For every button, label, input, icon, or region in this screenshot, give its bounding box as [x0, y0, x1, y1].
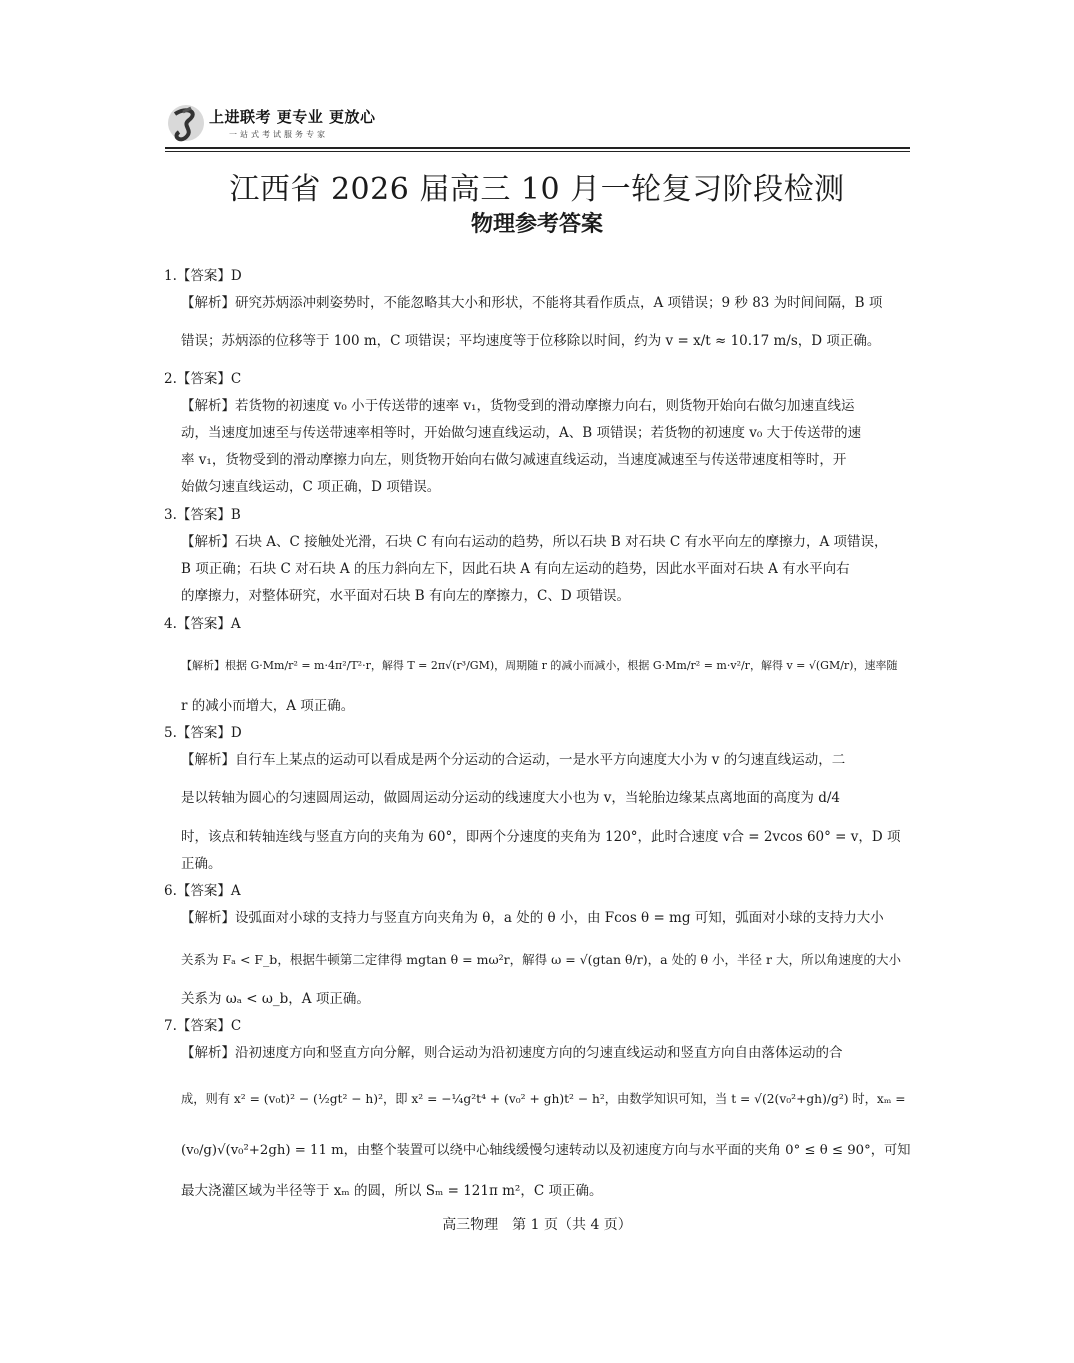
header-rule-thin: [165, 151, 910, 152]
explanation-line: 【解析】若货物的初速度 v₀ 小于传送带的速率 v₁，货物受到的滑动摩擦力向右，则货物开始向右做匀加速直线运: [181, 398, 855, 414]
explanation-line: 【解析】根据 G·Mm/r² = m·4π²/T²·r，解得 T = 2π√(r³/GM)，周期随 r 的减小而减小，根据 G·Mm/r² = m·v²/r，解得 v = √(GM/r)，速率随: [181, 659, 898, 672]
explanation-line: 时，该点和转轴连线与竖直方向的夹角为 60°，即两个分速度的夹角为 120°，此时合速度 v合 = 2vcos 60° = v，D 项: [181, 829, 901, 845]
explanation-line: 的摩擦力，对整体研究，水平面对石块 B 有向左的摩擦力，C、D 项错误。: [181, 588, 630, 604]
explanation-line: 【解析】沿初速度方向和竖直方向分解，则合运动为沿初速度方向的匀速直线运动和竖直方向自由落体运动的合: [181, 1045, 843, 1061]
answer-heading: 3.【答案】B: [164, 507, 241, 523]
header-rule-thick: [165, 147, 910, 149]
answer-heading: 4.【答案】A: [164, 616, 241, 632]
explanation-line: 关系为 ωₐ < ω_b，A 项正确。: [181, 991, 370, 1007]
explanation-line: 成，则有 x² = (v₀t)² − (½gt² − h)²，即 x² = −¼g²t⁴ + (v₀² + gh)t² − h²，由数学知识可知，当 t = √(2(v₀²+gh)/g²) 时，xₘ =: [181, 1092, 906, 1106]
header-subslogan: 一站式考试服务专家: [229, 130, 328, 139]
page-footer: 高三物理 第 1 页（共 4 页）: [442, 1217, 632, 1233]
document-subtitle: 物理参考答案: [470, 212, 603, 237]
explanation-line: 错误；苏炳添的位移等于 100 m，C 项错误；平均速度等于位移除以时间，约为 v = x/t ≈ 10.17 m/s，D 项正确。: [181, 333, 881, 349]
answer-heading: 7.【答案】C: [164, 1018, 242, 1034]
explanation-line: (v₀/g)√(v₀²+2gh) = 11 m，由整个装置可以绕中心轴线缓慢匀速转动以及初速度方向与水平面的夹角 0° ≤ θ ≤ 90°，可知: [181, 1143, 911, 1158]
explanation-line: B 项正确；石块 C 对石块 A 的压力斜向左下，因此石块 A 有向左运动的趋势，因此水平面对石块 A 有水平向右: [181, 561, 850, 577]
explanation-line: 关系为 Fₐ < F_b，根据牛顿第二定律得 mgtan θ = mω²r，解得 ω = √(gtan θ/r)，a 处的 θ 小，半径 r 大，所以角速度的大小: [181, 952, 901, 967]
document-title: 江西省 2026 届高三 10 月一轮复习阶段检测: [229, 172, 845, 207]
answer-heading: 1.【答案】D: [164, 268, 242, 284]
explanation-line: 【解析】设弧面对小球的支持力与竖直方向夹角为 θ，a 处的 θ 小，由 Fcos θ = mg 可知，弧面对小球的支持力大小: [181, 910, 884, 926]
explanation-line: 【解析】研究苏炳添冲刺姿势时，不能忽略其大小和形状，不能将其看作质点，A 项错误；9 秒 83 为时间间隔，B 项: [181, 295, 883, 311]
explanation-line: 率 v₁，货物受到的滑动摩擦力向左，则货物开始向右做匀减速直线运动，当速度减速至与传送带速度相等时，开: [181, 452, 847, 468]
answer-heading: 2.【答案】C: [164, 371, 242, 387]
page-header: [165, 100, 910, 154]
explanation-line: 【解析】自行车上某点的运动可以看成是两个分运动的合运动，一是水平方向速度大小为 v 的匀速直线运动，二: [181, 752, 846, 768]
header-slogan: 上进联考 更专业 更放心: [209, 108, 376, 126]
explanation-line: 是以转轴为圆心的匀速圆周运动，做圆周运动分运动的线速度大小也为 v，当轮胎边缘某点离地面的高度为 d/4: [181, 790, 840, 806]
explanation-line: 正确。: [181, 856, 222, 872]
answer-heading: 6.【答案】A: [164, 883, 241, 899]
explanation-line: 动，当速度加速至与传送带速率相等时，开始做匀速直线运动，A、B 项错误；若货物的初速度 v₀ 大于传送带的速: [181, 425, 862, 441]
answer-heading: 5.【答案】D: [164, 725, 242, 741]
brand-logo-icon: [165, 102, 207, 144]
explanation-line: r 的减小而增大，A 项正确。: [181, 698, 355, 714]
explanation-line: 始做匀速直线运动，C 项正确，D 项错误。: [181, 479, 441, 495]
explanation-line: 【解析】石块 A、C 接触处光滑，石块 C 有向右运动的趋势，所以石块 B 对石块 C 有水平向左的摩擦力，A 项错误，: [181, 534, 888, 550]
explanation-line: 最大浇灌区域为半径等于 xₘ 的圆，所以 Sₘ = 121π m²，C 项正确。: [181, 1183, 603, 1199]
